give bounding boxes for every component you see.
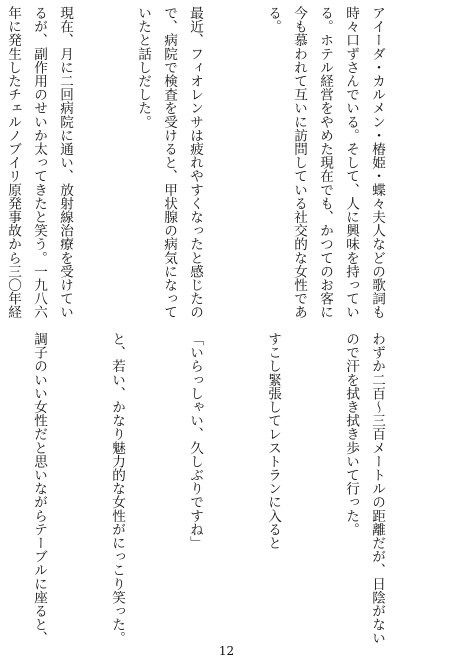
paragraph: すこし緊張してレストランに入ると [265, 332, 281, 550]
lower-text-block [16, 332, 442, 653]
paragraph: わずか二百〜三百メートルの距離だが、日陰がないので汗を拭き拭き歩いて行った。 [343, 332, 385, 645]
paragraph: 調子のいい女性だと思いながらテーブルに座ると、 [31, 332, 47, 645]
dialogue-line: 「いらっしゃい、久しぶりですね」 [187, 332, 203, 550]
paragraph: 最近、フィオレンサは疲れやすくなったと感じたので、病院で検査を受けると、甲状腺の病気になっていたと話しだした。 [135, 6, 203, 319]
paragraph: 現在、月に二回病院に通い、放射線治療を受けているが、副作用のせいか太ってきたと笑う。一九八六年に発生したチェルノブイリ原発事故から三〇年経 [5, 6, 73, 319]
page-number: 12 [218, 644, 235, 658]
upper-text-block [5, 6, 442, 327]
paragraph: と、若い、かなり魅力的な女性がにっこり笑った。 [109, 332, 125, 645]
paragraph: アイーダ・カルメン・椿姫・蝶々夫人などの歌詞も時々口ずさんでいる。そして、人に興味を持っている。ホテル経営をやめた現在でも、かつてのお客に今も慕われて互いに訪問している社交的な女性である。 [265, 6, 385, 319]
